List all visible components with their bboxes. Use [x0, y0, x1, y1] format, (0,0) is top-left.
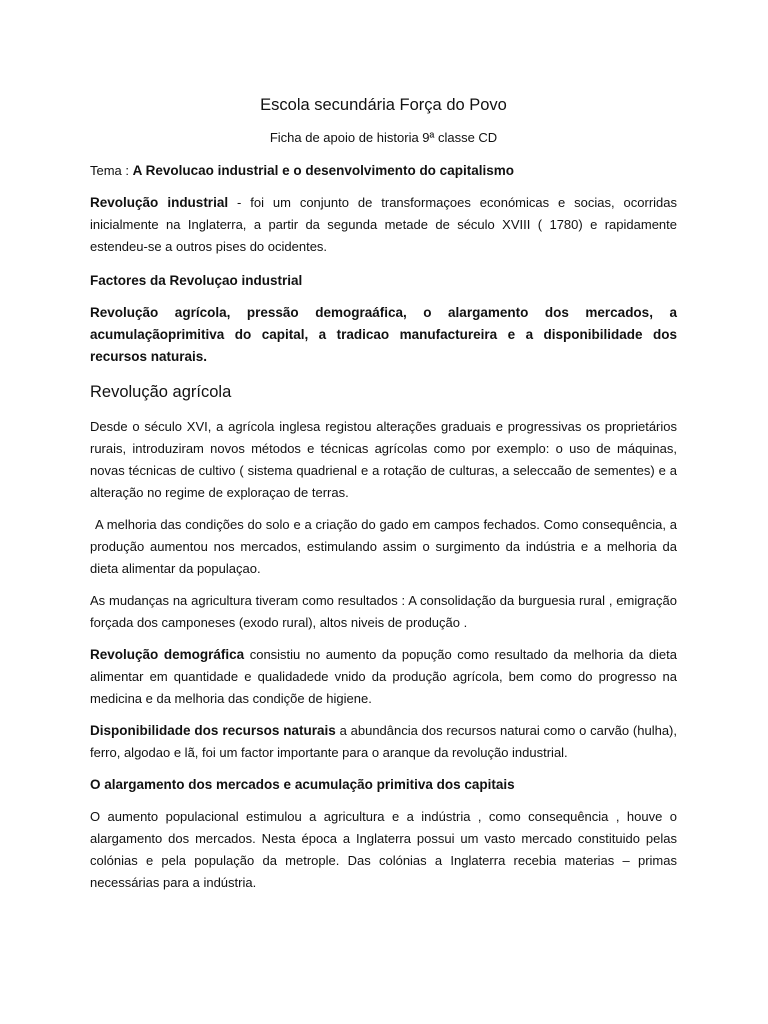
demografica-text: consistiu no aumento da popução como resultado da melhoria da dieta alimentar em quantidade e qualidadede vnido da produção agrícola, bem como do progresso na medicina e da melhoria das condiçõe de higiene. — [90, 647, 678, 706]
mercados-paragraph: O aumento populacional estimulou a agricultura e a indústria , como consequência , houve o alargamento dos mercados. Nesta época a Inglaterra possui um vasto mercado constituido pelas colónias e pela população da metrople. Das colónias a Inglaterra recebia materias – primas necessárias para a indústria. — [90, 809, 677, 890]
definition-text: - foi um conjunto de transformaçoes económicas e socias, ocorridas inicialmente na Inglaterra, a partir da segunda metade de século XVIII ( 1780) e rapidamente estendeu-se a outros pises do ocidentes. — [90, 195, 677, 254]
demografica-term: Revolução demográfica — [90, 647, 245, 662]
tema-line — [90, 160, 677, 182]
document-subtitle: Ficha de apoio de historia 9ª classe CD — [269, 130, 498, 145]
agricola-paragraph-2: A melhoria das condições do solo e a criação do gado em campos fechados. Como consequência, a produção aumentou nos mercados, estimulando assim o surgimento da indústria e a melhoria da dieta alimentar da populaçao. — [90, 517, 677, 576]
definition-term: Revolução industrial — [90, 195, 229, 210]
recursos-text: a abundância dos recursos naturai como o carvão (hulha), ferro, algodao e lã, foi um factor importante para o aranque da revolução industrial. — [90, 723, 678, 760]
factores-heading: Factores da Revoluçao industrial — [90, 273, 303, 288]
recursos-paragraph — [90, 720, 677, 764]
mercados-heading: O alargamento dos mercados e acumulação primitiva dos capitais — [90, 777, 515, 792]
document-title: Escola secundária Força do Povo — [260, 96, 507, 114]
tema-text: A Revolucao industrial e o desenvolvimento do capitalismo — [132, 163, 514, 178]
agricola-paragraph-3: As mudanças na agricultura tiveram como resultados : A consolidação da burguesia rural , emigração forçada dos camponeses (exodo rural), altos niveis de produção . — [90, 593, 677, 630]
tema-label: Tema : — [90, 163, 133, 178]
demografica-paragraph — [90, 644, 677, 710]
agricola-heading: Revolução agrícola — [90, 383, 232, 401]
definition-paragraph — [90, 192, 677, 258]
document-page — [90, 94, 677, 894]
factores-list: Revolução agrícola, pressão demograáfica, o alargamento dos mercados, a acumulaçãoprimitiva do capital, a tradicao manufactureira e a disponibilidade dos recursos naturais. — [90, 305, 677, 364]
agricola-paragraph-1: Desde o século XVI, a agrícola inglesa registou alterações graduais e progressivas os proprietários rurais, introduziram novos métodos e técnicas agrícolas como por exemplo: o uso de máquinas, novas técnicas de cultivo ( sistema quadrienal e a rotação de culturas, a seleccaão de sementes) e a alteração no regime de exploraçao de terras. — [90, 419, 677, 500]
recursos-term: Disponibilidade dos recursos naturais — [90, 723, 336, 738]
